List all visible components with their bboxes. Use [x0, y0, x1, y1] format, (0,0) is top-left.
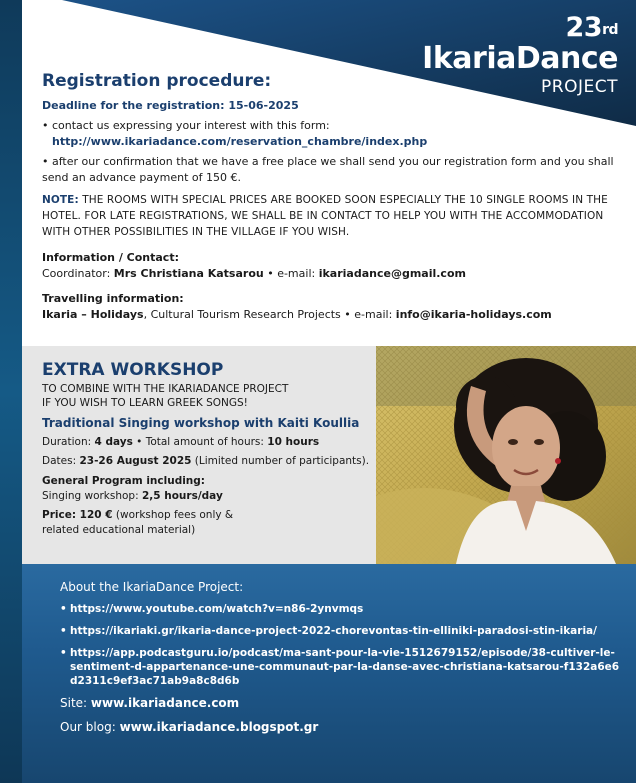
travel-line: Ikaria – Holidays, Cultural Tourism Research Projects • e-mail: info@ikaria-holidays.com	[42, 308, 552, 321]
registration-note	[42, 192, 622, 240]
coordinator-line: Coordinator: Mrs Christiana Katsarou • e-mail: ikariadance@gmail.com	[42, 267, 466, 280]
travel-info-heading: Travelling information:	[42, 292, 184, 305]
registration-section	[42, 70, 622, 323]
extra-workshop-title: EXTRA WORKSHOP	[42, 360, 224, 380]
registration-title: Registration procedure:	[42, 71, 272, 91]
brand-name: IkariaDance	[422, 41, 618, 76]
contact-instruction: • contact us expressing your interest with this form:	[42, 119, 330, 132]
blog-line: Our blog: www.ikariadance.blogspot.gr	[60, 720, 319, 734]
about-heading: About the IkariaDance Project:	[60, 580, 244, 594]
coordinator-name: Mrs Christiana Katsarou	[113, 267, 264, 280]
note-text: THE ROOMS WITH SPECIAL PRICES ARE BOOKED SOON ESPECIALLY THE 10 SINGLE ROOMS IN THE HOTEL. FOR LATE REGISTRATIONS, WE SHALL BE IN CONTACT TO HELP YOU WITH THE ACCOMMODATION WITH OTHER POSSIBILITIES IN THE VILLAGE IF YOU WISH.	[42, 194, 608, 238]
reservation-form-link[interactable]: http://www.ikariadance.com/reservation_chambre/index.php	[52, 135, 428, 148]
ikariaki-article-link[interactable]: • https://ikariaki.gr/ikaria-dance-project-2022-chorevontas-tin-elliniki-paradosi-stin-ikaria/	[60, 624, 620, 638]
workshop-duration: Duration: 4 days • Total amount of hours: 10 hours	[42, 436, 320, 448]
coordinator-email-link[interactable]: ikariadance@gmail.com	[318, 267, 466, 280]
left-blue-strip	[0, 0, 22, 783]
travel-email-link[interactable]: info@ikaria-holidays.com	[395, 308, 552, 321]
youtube-link[interactable]: • https://www.youtube.com/watch?v=n86-2ynvmqs	[60, 602, 620, 616]
registration-deadline: Deadline for the registration: 15-06-2025	[42, 99, 299, 112]
instructor-photo	[376, 346, 636, 564]
workshop-price-note: related educational material)	[42, 524, 196, 536]
travel-company: Ikaria – Holidays	[42, 308, 144, 321]
edition-number: 23rd	[565, 12, 618, 43]
about-links-list	[60, 602, 620, 688]
note-label: NOTE:	[42, 194, 79, 206]
instructor-photo-illustration	[376, 346, 636, 564]
about-section	[22, 564, 636, 783]
extra-workshop-subtitle: TO COMBINE WITH THE IKARIADANCE PROJECT IF YOU WISH TO LEARN GREEK SONGS!	[42, 383, 289, 409]
site-line: Site: www.ikariadance.com	[60, 696, 240, 710]
workshop-dates: Dates: 23-26 August 2025 (Limited number of participants).	[42, 455, 370, 467]
brand-subtitle: PROJECT	[541, 77, 618, 97]
blog-link[interactable]: www.ikariadance.blogspot.gr	[119, 720, 319, 734]
confirmation-instruction: • after our confirmation that we have a free place we shall send you our registration form and you shall send an advance payment of 150 €.	[42, 155, 614, 184]
workshop-price: Price: 120 € (workshop fees only &	[42, 509, 234, 521]
workshop-name: Traditional Singing workshop with Kaiti Koullia	[42, 416, 360, 430]
extra-workshop-panel	[22, 346, 376, 564]
program-heading: General Program including:	[42, 475, 205, 487]
podcast-link[interactable]: • https://app.podcastguru.io/podcast/ma-sant-pour-la-vie-1512679152/episode/38-cultiver-le-sentiment-d-appartenance-une-communaut-par-la-danse-avec-christiana-katsarou-f132a6e6d2311c9ef3ac71ab9a8c8d6b	[60, 646, 620, 688]
site-link[interactable]: www.ikariadance.com	[90, 696, 240, 710]
program-singing: Singing workshop: 2,5 hours/day	[42, 490, 223, 502]
info-contact-heading: Information / Contact:	[42, 251, 179, 264]
